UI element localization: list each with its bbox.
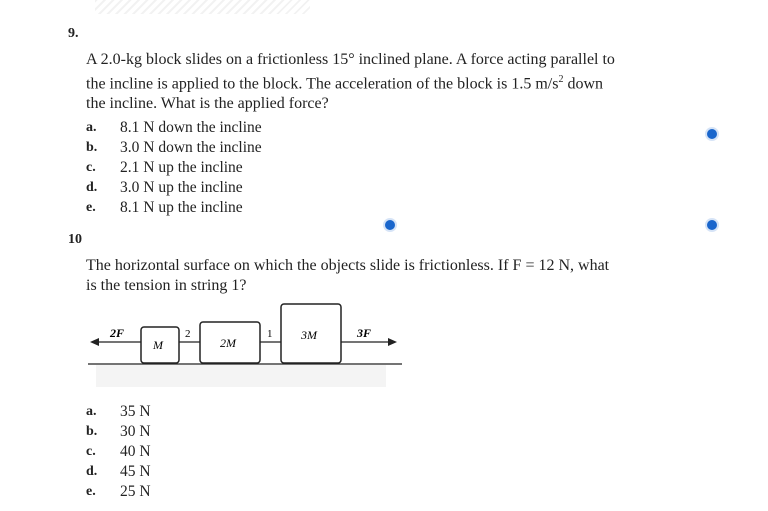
choice-text: 45 N bbox=[120, 463, 151, 480]
header-hatch bbox=[95, 0, 310, 14]
question-9-choices bbox=[86, 118, 262, 218]
choice-text: 2.1 N up the incline bbox=[120, 159, 243, 176]
question-10-choices bbox=[86, 402, 151, 502]
left-force-label: 2F bbox=[110, 326, 125, 340]
choice-item[interactable] bbox=[86, 198, 262, 218]
right-force-label: 3F bbox=[357, 326, 372, 340]
stem-text: down bbox=[563, 75, 604, 93]
choice-letter: b. bbox=[86, 424, 98, 439]
block-m-label: M bbox=[153, 338, 163, 352]
question-9-stem bbox=[86, 50, 686, 114]
superscript: 2 bbox=[558, 74, 564, 85]
choice-letter: b. bbox=[86, 140, 98, 155]
choice-item[interactable] bbox=[86, 462, 151, 482]
choice-text: 3.0 N up the incline bbox=[120, 179, 243, 196]
question-9-number: 9. bbox=[68, 26, 79, 41]
choice-item[interactable] bbox=[86, 482, 151, 502]
question-9-stem-line-2 bbox=[86, 70, 686, 94]
choice-item[interactable] bbox=[86, 118, 262, 138]
choice-item[interactable] bbox=[86, 178, 262, 198]
choice-letter: a. bbox=[86, 120, 97, 135]
choice-letter: c. bbox=[86, 160, 96, 175]
question-9-stem-line-1: A 2.0-kg block slides on a frictionless 15° inclined plane. A force acting parallel to bbox=[86, 51, 615, 68]
choice-item[interactable] bbox=[86, 158, 262, 178]
choice-letter: d. bbox=[86, 464, 98, 479]
blocks-diagram bbox=[0, 296, 420, 396]
choice-letter: e. bbox=[86, 484, 96, 499]
choice-letter: a. bbox=[86, 404, 97, 419]
question-10-stem-line-2: is the tension in string 1? bbox=[86, 277, 247, 294]
question-9-stem-line-3: the incline. What is the applied force? bbox=[86, 95, 329, 113]
radio-dot-icon[interactable] bbox=[705, 218, 719, 232]
ground-hatch bbox=[96, 365, 386, 387]
radio-dot-icon[interactable] bbox=[705, 127, 719, 141]
string-2-label: 2 bbox=[185, 328, 191, 340]
choice-text: 35 N bbox=[120, 403, 151, 420]
choice-letter: d. bbox=[86, 180, 98, 195]
choice-text: 40 N bbox=[120, 443, 151, 460]
choice-letter: e. bbox=[86, 200, 96, 215]
choice-item[interactable] bbox=[86, 138, 262, 158]
choice-text: 25 N bbox=[120, 483, 151, 500]
choice-item[interactable] bbox=[86, 422, 151, 442]
choice-letter: c. bbox=[86, 444, 96, 459]
choice-text: 30 N bbox=[120, 423, 151, 440]
choice-item[interactable] bbox=[86, 442, 151, 462]
left-arrowhead-icon bbox=[90, 338, 99, 346]
question-10-number: 10 bbox=[68, 232, 82, 247]
block-3m-label: 3M bbox=[301, 328, 317, 342]
question-10-stem bbox=[86, 256, 686, 296]
choice-text: 3.0 N down the incline bbox=[120, 139, 262, 156]
stem-text: the incline is applied to the block. The acceleration of the block is 1.5 m/s bbox=[86, 75, 559, 93]
choice-text: 8.1 N down the incline bbox=[120, 119, 262, 136]
block-2m-label: 2M bbox=[220, 336, 236, 350]
choice-item[interactable] bbox=[86, 402, 151, 422]
choice-text: 8.1 N up the incline bbox=[120, 199, 243, 216]
string-1-label: 1 bbox=[267, 328, 273, 340]
question-10-stem-line-1: The horizontal surface on which the objects slide is frictionless. If F = 12 N, what bbox=[86, 257, 610, 274]
radio-dot-icon[interactable] bbox=[383, 218, 397, 232]
right-arrowhead-icon bbox=[388, 338, 397, 346]
